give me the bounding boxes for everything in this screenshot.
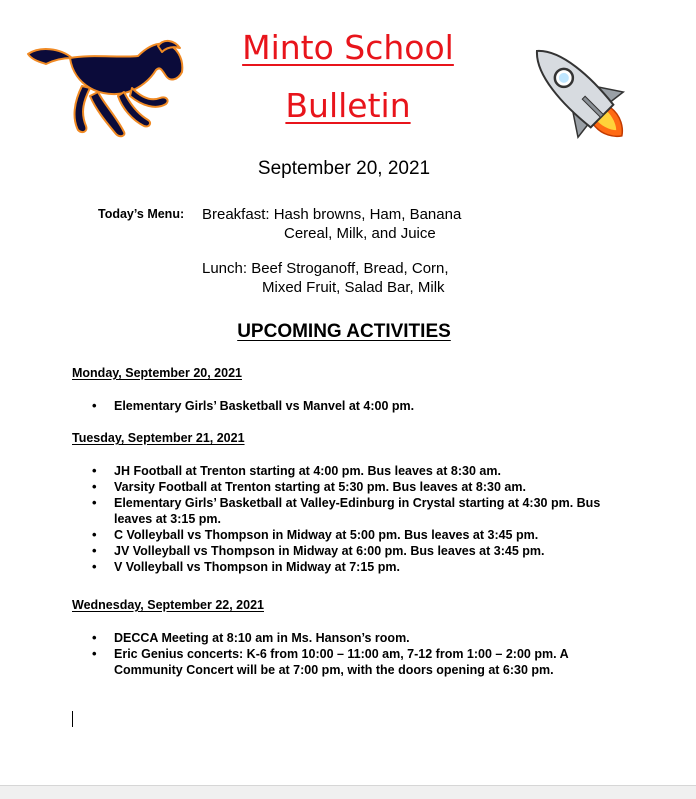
menu-label: Today’s Menu: [98,207,185,221]
list-item: • JH Football at Trenton starting at 4:00 pm. Bus leaves at 8:30 am. [0,463,696,479]
bulletin-title-line-1: Minto School [242,28,454,67]
list-item: • V Volleyball vs Thompson in Midway at 7:15 pm. [0,559,696,575]
list-item: • C Volleyball vs Thompson in Midway at 5:00 pm. Bus leaves at 3:45 pm. [0,527,696,543]
monday-activity-list [0,398,696,414]
text-cursor[interactable] [72,711,73,727]
rocket-icon [516,30,640,154]
list-item: • Elementary Girls’ Basketball vs Manvel at 4:00 pm. [0,398,696,414]
lunch-line-2: Mixed Fruit, Salad Bar, Milk [262,279,445,296]
list-item: • Varsity Football at Trenton starting at 5:30 pm. Bus leaves at 8:30 am. [0,479,696,495]
upcoming-activities-heading: UPCOMING ACTIVITIES [237,321,451,342]
list-item: • JV Volleyball vs Thompson in Midway at 6:00 pm. Bus leaves at 3:45 pm. [0,543,696,559]
day-heading-wednesday: Wednesday, September 22, 2021 [72,598,264,612]
day-heading-tuesday: Tuesday, September 21, 2021 [72,431,245,445]
breakfast-line-2: Cereal, Milk, and Juice [284,225,436,242]
lunch-line-1: Lunch: Beef Stroganoff, Bread, Corn, [202,260,449,277]
window-bottom-bar [0,785,696,799]
bulletin-title-line-2: Bulletin [285,86,411,125]
list-item: • Elementary Girls’ Basketball at Valley-Edinburg in Crystal starting at 4:30 pm. Bus leaves at 3:15 pm. [0,495,696,527]
tuesday-activity-list [0,463,696,575]
day-heading-monday: Monday, September 20, 2021 [72,366,242,380]
list-item: • DECCA Meeting at 8:10 am in Ms. Hanson’s room. [0,630,696,646]
wednesday-activity-list [0,630,696,678]
bulletin-date: September 20, 2021 [257,158,431,179]
list-item: • Eric Genius concerts: K-6 from 10:00 – 11:00 am, 7-12 from 1:00 – 2:00 pm. A Community Concert will be at 7:00 pm, with the doors opening at 6:30 pm. [0,646,696,678]
breakfast-line-1: Breakfast: Hash browns, Ham, Banana [202,206,462,223]
